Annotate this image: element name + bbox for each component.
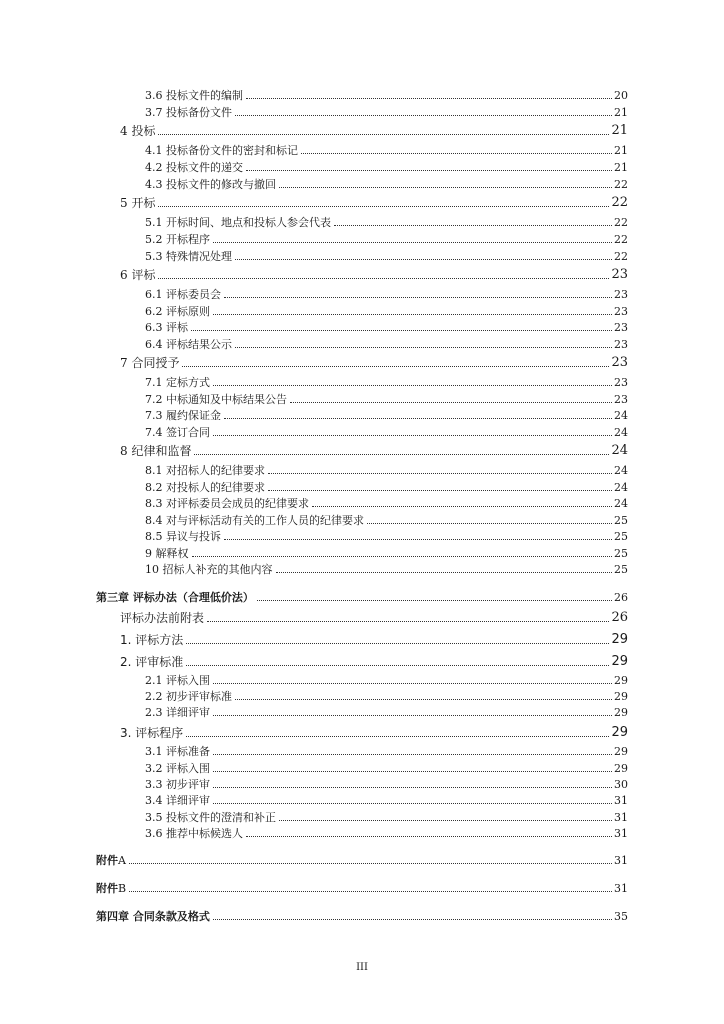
toc-title: 8 纪律和监督	[120, 444, 192, 458]
dot-leader	[235, 115, 612, 116]
toc-entry[interactable]	[145, 548, 628, 559]
toc-entry[interactable]	[120, 611, 628, 624]
dot-leader	[158, 134, 609, 135]
toc-attachment-b[interactable]	[96, 883, 628, 894]
toc-title: 2.3 详细评审	[145, 706, 210, 719]
toc-title: 6.2 评标原则	[145, 305, 210, 318]
dot-leader	[213, 771, 612, 772]
dot-leader	[182, 366, 609, 367]
toc-title: 3.6 投标文件的编制	[145, 89, 243, 102]
dot-leader	[312, 506, 612, 507]
dot-leader	[367, 523, 612, 524]
toc-entry[interactable]	[145, 482, 628, 493]
toc-entry[interactable]	[145, 746, 628, 757]
toc-title-plain: A	[118, 854, 126, 867]
toc-title: 3.3 初步评审	[145, 778, 210, 791]
toc-title: 5.3 特殊情况处理	[145, 250, 232, 263]
toc-title: 8.2 对投标人的纪律要求	[145, 481, 265, 494]
toc-entry[interactable]	[145, 289, 628, 300]
toc-page: 25	[614, 530, 628, 543]
toc-entry[interactable]	[145, 828, 628, 839]
dot-leader	[235, 347, 612, 348]
toc-page: 31	[614, 794, 628, 807]
toc-title-bold: 附件	[96, 882, 118, 895]
dot-leader	[235, 259, 612, 260]
toc-page: 25	[614, 563, 628, 576]
dot-leader	[268, 473, 612, 474]
dot-leader	[301, 153, 612, 154]
toc-page: 29	[614, 674, 628, 687]
toc-page: 23	[614, 338, 628, 351]
dot-leader	[213, 435, 612, 436]
toc-entry[interactable]	[145, 779, 628, 790]
toc-page: 29	[614, 762, 628, 775]
dot-leader	[246, 98, 612, 99]
toc-page: 25	[614, 547, 628, 560]
dot-leader	[213, 683, 612, 684]
toc-page: 24	[614, 481, 628, 494]
toc-page: 26	[611, 610, 628, 625]
dot-leader	[279, 820, 612, 821]
toc-page: 29	[614, 706, 628, 719]
toc-entry[interactable]	[120, 268, 628, 281]
toc-page: 26	[614, 591, 628, 604]
dot-leader	[207, 621, 609, 622]
dot-leader	[192, 556, 613, 557]
dot-leader	[246, 836, 612, 837]
dot-leader	[186, 736, 609, 737]
toc-entry[interactable]	[145, 564, 628, 575]
toc-page: 31	[614, 882, 628, 895]
toc-page: 21	[614, 144, 628, 157]
toc-page: 30	[614, 778, 628, 791]
toc-entry[interactable]	[145, 377, 628, 388]
toc-title	[96, 883, 127, 894]
dot-leader	[194, 454, 609, 455]
toc-title	[96, 855, 127, 866]
toc-entry[interactable]	[145, 795, 628, 806]
toc-title: 3.7 投标备份文件	[145, 106, 232, 119]
toc-page: 31	[614, 854, 628, 867]
toc-title: 4.1 投标备份文件的密封和标记	[145, 144, 298, 157]
toc-title: 第三章 评标办法（合理低价法）	[96, 591, 254, 604]
toc-entry[interactable]	[145, 339, 628, 350]
toc-page: 23	[611, 355, 628, 370]
dot-leader	[268, 490, 612, 491]
toc-page: 22	[614, 250, 628, 263]
toc-entry[interactable]	[145, 234, 628, 245]
dot-leader	[129, 863, 612, 864]
toc-title: 3.4 详细评审	[145, 794, 210, 807]
dot-leader	[213, 715, 612, 716]
toc-page: 23	[614, 321, 628, 334]
dot-leader	[213, 385, 612, 386]
toc-title: 7.1 定标方式	[145, 376, 210, 389]
toc-page: 24	[614, 409, 628, 422]
toc-page: 29	[611, 632, 628, 647]
toc-title: 6.1 评标委员会	[145, 288, 221, 301]
toc-page: 24	[614, 464, 628, 477]
toc-page: 23	[614, 376, 628, 389]
toc-entry[interactable]	[145, 427, 628, 438]
dot-leader	[235, 699, 612, 700]
toc-title: 2.1 评标入围	[145, 674, 210, 687]
toc-title: 8.1 对招标人的纪律要求	[145, 464, 265, 477]
toc-entry[interactable]	[145, 394, 628, 405]
toc-page: 23	[614, 393, 628, 406]
toc-entry[interactable]	[120, 444, 628, 457]
toc-entry[interactable]	[145, 675, 628, 686]
dot-leader	[129, 891, 612, 892]
dot-leader	[290, 402, 612, 403]
dot-leader	[213, 787, 612, 788]
toc-title: 8.5 异议与投诉	[145, 530, 221, 543]
toc-entry[interactable]	[145, 812, 628, 823]
toc-title: 7.4 签订合同	[145, 426, 210, 439]
toc-title: 5.2 开标程序	[145, 233, 210, 246]
toc-entry[interactable]	[145, 531, 628, 542]
toc-page: 25	[614, 514, 628, 527]
toc-entry[interactable]	[120, 655, 628, 668]
toc-title: 6.3 评标	[145, 321, 188, 334]
toc-page: 21	[611, 123, 628, 138]
toc-page: 24	[614, 497, 628, 510]
dot-leader	[158, 206, 609, 207]
toc-page: 24	[611, 443, 628, 458]
dot-leader	[213, 242, 612, 243]
toc-entry[interactable]	[145, 691, 628, 702]
page-number: III	[356, 962, 368, 973]
toc-title: 2. 评审标准	[120, 655, 184, 669]
toc-page: 29	[611, 725, 628, 740]
toc-page: 24	[614, 426, 628, 439]
toc-entry[interactable]	[145, 145, 628, 156]
toc-title: 第四章 合同条款及格式	[96, 910, 210, 923]
toc-title: 7 合同授予	[120, 356, 180, 370]
toc-title: 1. 评标方法	[120, 633, 184, 647]
dot-leader	[213, 754, 612, 755]
toc-title: 3.2 评标入围	[145, 762, 210, 775]
dot-leader	[213, 314, 612, 315]
toc-entry[interactable]	[145, 179, 628, 190]
toc-attachment-a[interactable]	[96, 855, 628, 866]
dot-leader	[186, 643, 609, 644]
toc-title: 3.6 推荐中标候选人	[145, 827, 243, 840]
toc-page: 20	[614, 89, 628, 102]
toc-entry[interactable]	[120, 196, 628, 209]
toc-title: 3.5 投标文件的澄清和补正	[145, 811, 276, 824]
toc-title: 评标办法前附表	[120, 611, 205, 625]
toc-entry[interactable]	[145, 90, 628, 101]
toc-page: 22	[611, 195, 628, 210]
toc-title: 4.2 投标文件的递交	[145, 161, 243, 174]
toc-entry[interactable]	[145, 465, 628, 476]
toc-page: 22	[614, 216, 628, 229]
dot-leader	[334, 225, 612, 226]
toc-entry[interactable]	[145, 322, 628, 333]
dot-leader	[257, 600, 612, 601]
toc-entry[interactable]	[120, 726, 628, 739]
dot-leader	[276, 572, 613, 573]
dot-leader	[224, 539, 612, 540]
toc-page: 29	[611, 654, 628, 669]
toc-page: 23	[614, 305, 628, 318]
toc-page: 29	[614, 690, 628, 703]
toc-page: 31	[614, 827, 628, 840]
toc-page: 29	[614, 745, 628, 758]
dot-leader	[191, 330, 612, 331]
toc-entry[interactable]	[145, 107, 628, 118]
toc-title-bold: 附件	[96, 854, 118, 867]
toc-entry[interactable]	[145, 162, 628, 173]
toc-title: 5 开标	[120, 196, 156, 210]
dot-leader	[213, 803, 612, 804]
toc-title: 8.3 对评标委员会成员的纪律要求	[145, 497, 309, 510]
toc-entry[interactable]	[120, 633, 628, 646]
toc-chapter-entry[interactable]	[96, 911, 628, 922]
toc-entry[interactable]	[145, 515, 628, 526]
toc-page: 22	[614, 178, 628, 191]
dot-leader	[279, 187, 612, 188]
toc-title: 3. 评标程序	[120, 726, 184, 740]
dot-leader	[186, 665, 609, 666]
toc-title: 4 投标	[120, 124, 156, 138]
toc-page: 21	[614, 106, 628, 119]
toc-title-plain: B	[118, 882, 127, 895]
dot-leader	[224, 297, 612, 298]
toc-entry[interactable]	[145, 763, 628, 774]
toc-entry[interactable]	[145, 707, 628, 718]
toc-title: 3.1 评标准备	[145, 745, 210, 758]
toc-entry[interactable]	[145, 217, 628, 228]
toc-page: 23	[611, 267, 628, 282]
toc-entry[interactable]	[145, 498, 628, 509]
dot-leader	[246, 170, 612, 171]
toc-title: 10 招标人补充的其他内容	[145, 563, 273, 576]
toc-page: 21	[614, 161, 628, 174]
toc-entry[interactable]	[145, 410, 628, 421]
toc-entry[interactable]	[120, 124, 628, 137]
dot-leader	[213, 919, 612, 920]
toc-title: 6 评标	[120, 268, 156, 282]
dot-leader	[158, 278, 609, 279]
toc-title: 7.2 中标通知及中标结果公告	[145, 393, 287, 406]
toc-title: 7.3 履约保证金	[145, 409, 221, 422]
toc-title: 9 解释权	[145, 547, 189, 560]
toc-page: 35	[614, 910, 628, 923]
dot-leader	[224, 418, 612, 419]
toc-page: 23	[614, 288, 628, 301]
toc-entry[interactable]	[145, 306, 628, 317]
toc-title: 4.3 投标文件的修改与撤回	[145, 178, 276, 191]
toc-title: 6.4 评标结果公示	[145, 338, 232, 351]
toc-chapter-entry[interactable]	[96, 592, 628, 603]
toc-page: 22	[614, 233, 628, 246]
toc-entry[interactable]	[145, 251, 628, 262]
toc-page: 31	[614, 811, 628, 824]
toc-title: 2.2 初步评审标准	[145, 690, 232, 703]
toc-entry[interactable]	[120, 356, 628, 369]
toc-title: 5.1 开标时间、地点和投标人参会代表	[145, 216, 331, 229]
toc-title: 8.4 对与评标活动有关的工作人员的纪律要求	[145, 514, 364, 527]
